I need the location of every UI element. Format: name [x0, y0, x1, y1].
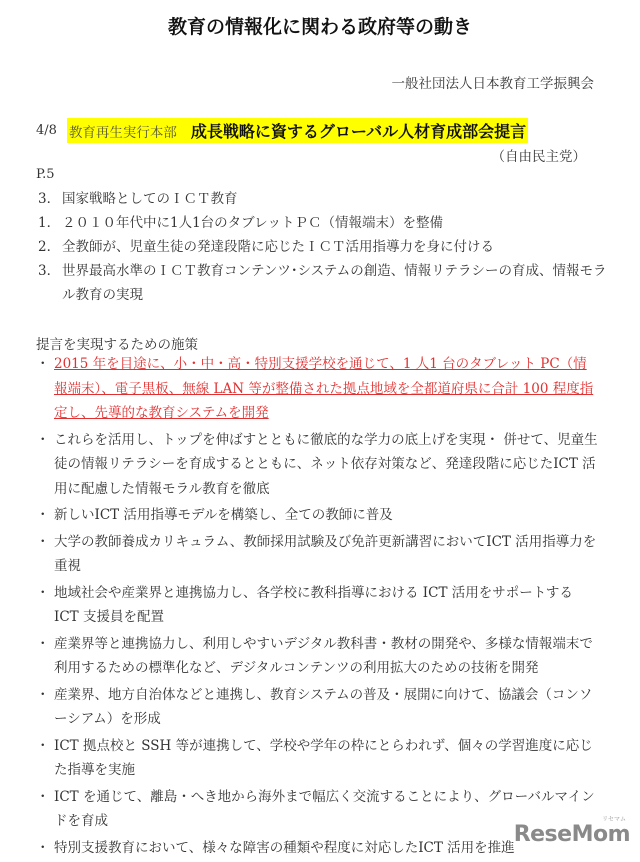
- measure-text: ICT を通じて、離島・へき地から海外まで幅広く交流することにより、グローバルマインドを育成: [54, 788, 595, 829]
- measure-text: 新しいICT 活用指導モデルを構築し、全ての教師に普及: [54, 507, 393, 523]
- proposal-item: [38, 235, 608, 259]
- proposal-list: [38, 187, 608, 307]
- proposal-text: 国家戦略としてのＩＣＴ教育: [62, 191, 238, 207]
- proposal-number: 3．: [38, 263, 61, 279]
- proposal-number: 1．: [38, 215, 61, 231]
- measure-text: 産業界、地方自治体などと連携し、教育システムの普及・展開に向けて、協議会（コンソーシアム）を形成: [54, 686, 593, 727]
- measure-item: [36, 581, 600, 630]
- resemom-logo: ReseMom: [513, 822, 630, 847]
- measure-text: これらを活用し、トップを伸ばすとともに徹底的な学力の底上げを実現・ 併せて、児童生徒の情報リテラシーを育成するとともに、ネット依存対策など、発達段階に応じたICT 活用に配慮した情報モラル教育を徹底: [54, 431, 598, 497]
- proposal-text: 世界最高水準のＩＣＴ教育コンテンツ･システムの創造、情報リテラシーの育成、情報モラル教育の実現: [62, 263, 607, 303]
- bullet: ・: [36, 635, 50, 652]
- headline-highlight: [67, 118, 528, 143]
- bullet: ・: [36, 584, 50, 601]
- bullet: ・: [36, 686, 50, 703]
- organization-name: 一般社団法人日本教育工学振興会: [391, 76, 594, 92]
- measure-item-highlighted: [36, 352, 600, 426]
- page-reference: P.5: [36, 167, 55, 182]
- bullet: ・: [36, 533, 50, 550]
- measure-text: 地域社会や産業界と連携協力し、各学校に教科指導における ICT 活用をサポートする ICT 支援員を配置: [54, 584, 573, 625]
- headline-body: 教育再生実行本部: [68, 124, 177, 141]
- proposal-item: [38, 259, 608, 307]
- headline-date: 4/8: [36, 123, 57, 138]
- party-name: （自由民主党）: [491, 149, 586, 165]
- bullet: ・: [36, 356, 50, 372]
- bullet: ・: [36, 788, 50, 805]
- measure-text: 産業界等と連携協力し、利用しやすいデジタル教科書・教材の開発や、多様な情報端末で利用するための標準化など、デジタルコンテンツの利用拡大のための技術を開発: [54, 635, 593, 676]
- measure-item: [36, 428, 600, 502]
- proposal-number: 3．: [38, 191, 61, 207]
- measure-item: [36, 632, 600, 681]
- proposal-text: 全教師が、児童生徒の発達段階に応じたＩＣＴ活用指導力を身に付ける: [62, 239, 494, 255]
- bullet: ・: [36, 507, 50, 523]
- measures-list: [36, 352, 600, 862]
- measure-item: [36, 734, 600, 783]
- measure-item: [36, 530, 600, 579]
- measure-text: 特別支援教育において、様々な障害の種類や程度に対応したICT 活用を推進: [54, 839, 515, 856]
- measure-text: 2015 年を目途に、小・中・高・特別支援学校を通じて、1 人1 台のタブレット PC（情報端末）、電子黒板、無線 LAN 等が整備された拠点地域を全都道府県に合計 100 程度指定し、先導的な教育システムを開発: [54, 356, 594, 421]
- measure-text: 大学の教師養成カリキュラム、教師採用試験及び免許更新講習においてICT 活用指導力を重視: [54, 533, 597, 574]
- proposal-text: ２０１０年代中に1人1台のタブレットＰＣ（情報端末）を整備: [62, 215, 444, 231]
- measure-item: [36, 683, 600, 732]
- headline-title: 成長戦略に資するグローバル人材育成部会提言: [190, 122, 527, 141]
- proposal-number: 2．: [38, 239, 61, 255]
- measure-text: ICT 拠点校と SSH 等が連携して、学校や学年の枠にとらわれず、個々の学習進度に応じた指導を実施: [54, 737, 593, 778]
- measure-item: [36, 503, 600, 528]
- proposal-item: [38, 187, 608, 211]
- measures-heading: 提言を実現するための施策: [36, 337, 198, 353]
- bullet: ・: [36, 431, 50, 448]
- proposal-item: [38, 211, 608, 235]
- document-title: 教育の情報化に関わる政府等の動き: [167, 16, 472, 38]
- headline: [36, 118, 528, 143]
- bullet: ・: [36, 839, 50, 856]
- watermark-ruby: リセマム: [602, 816, 626, 823]
- bullet: ・: [36, 737, 50, 754]
